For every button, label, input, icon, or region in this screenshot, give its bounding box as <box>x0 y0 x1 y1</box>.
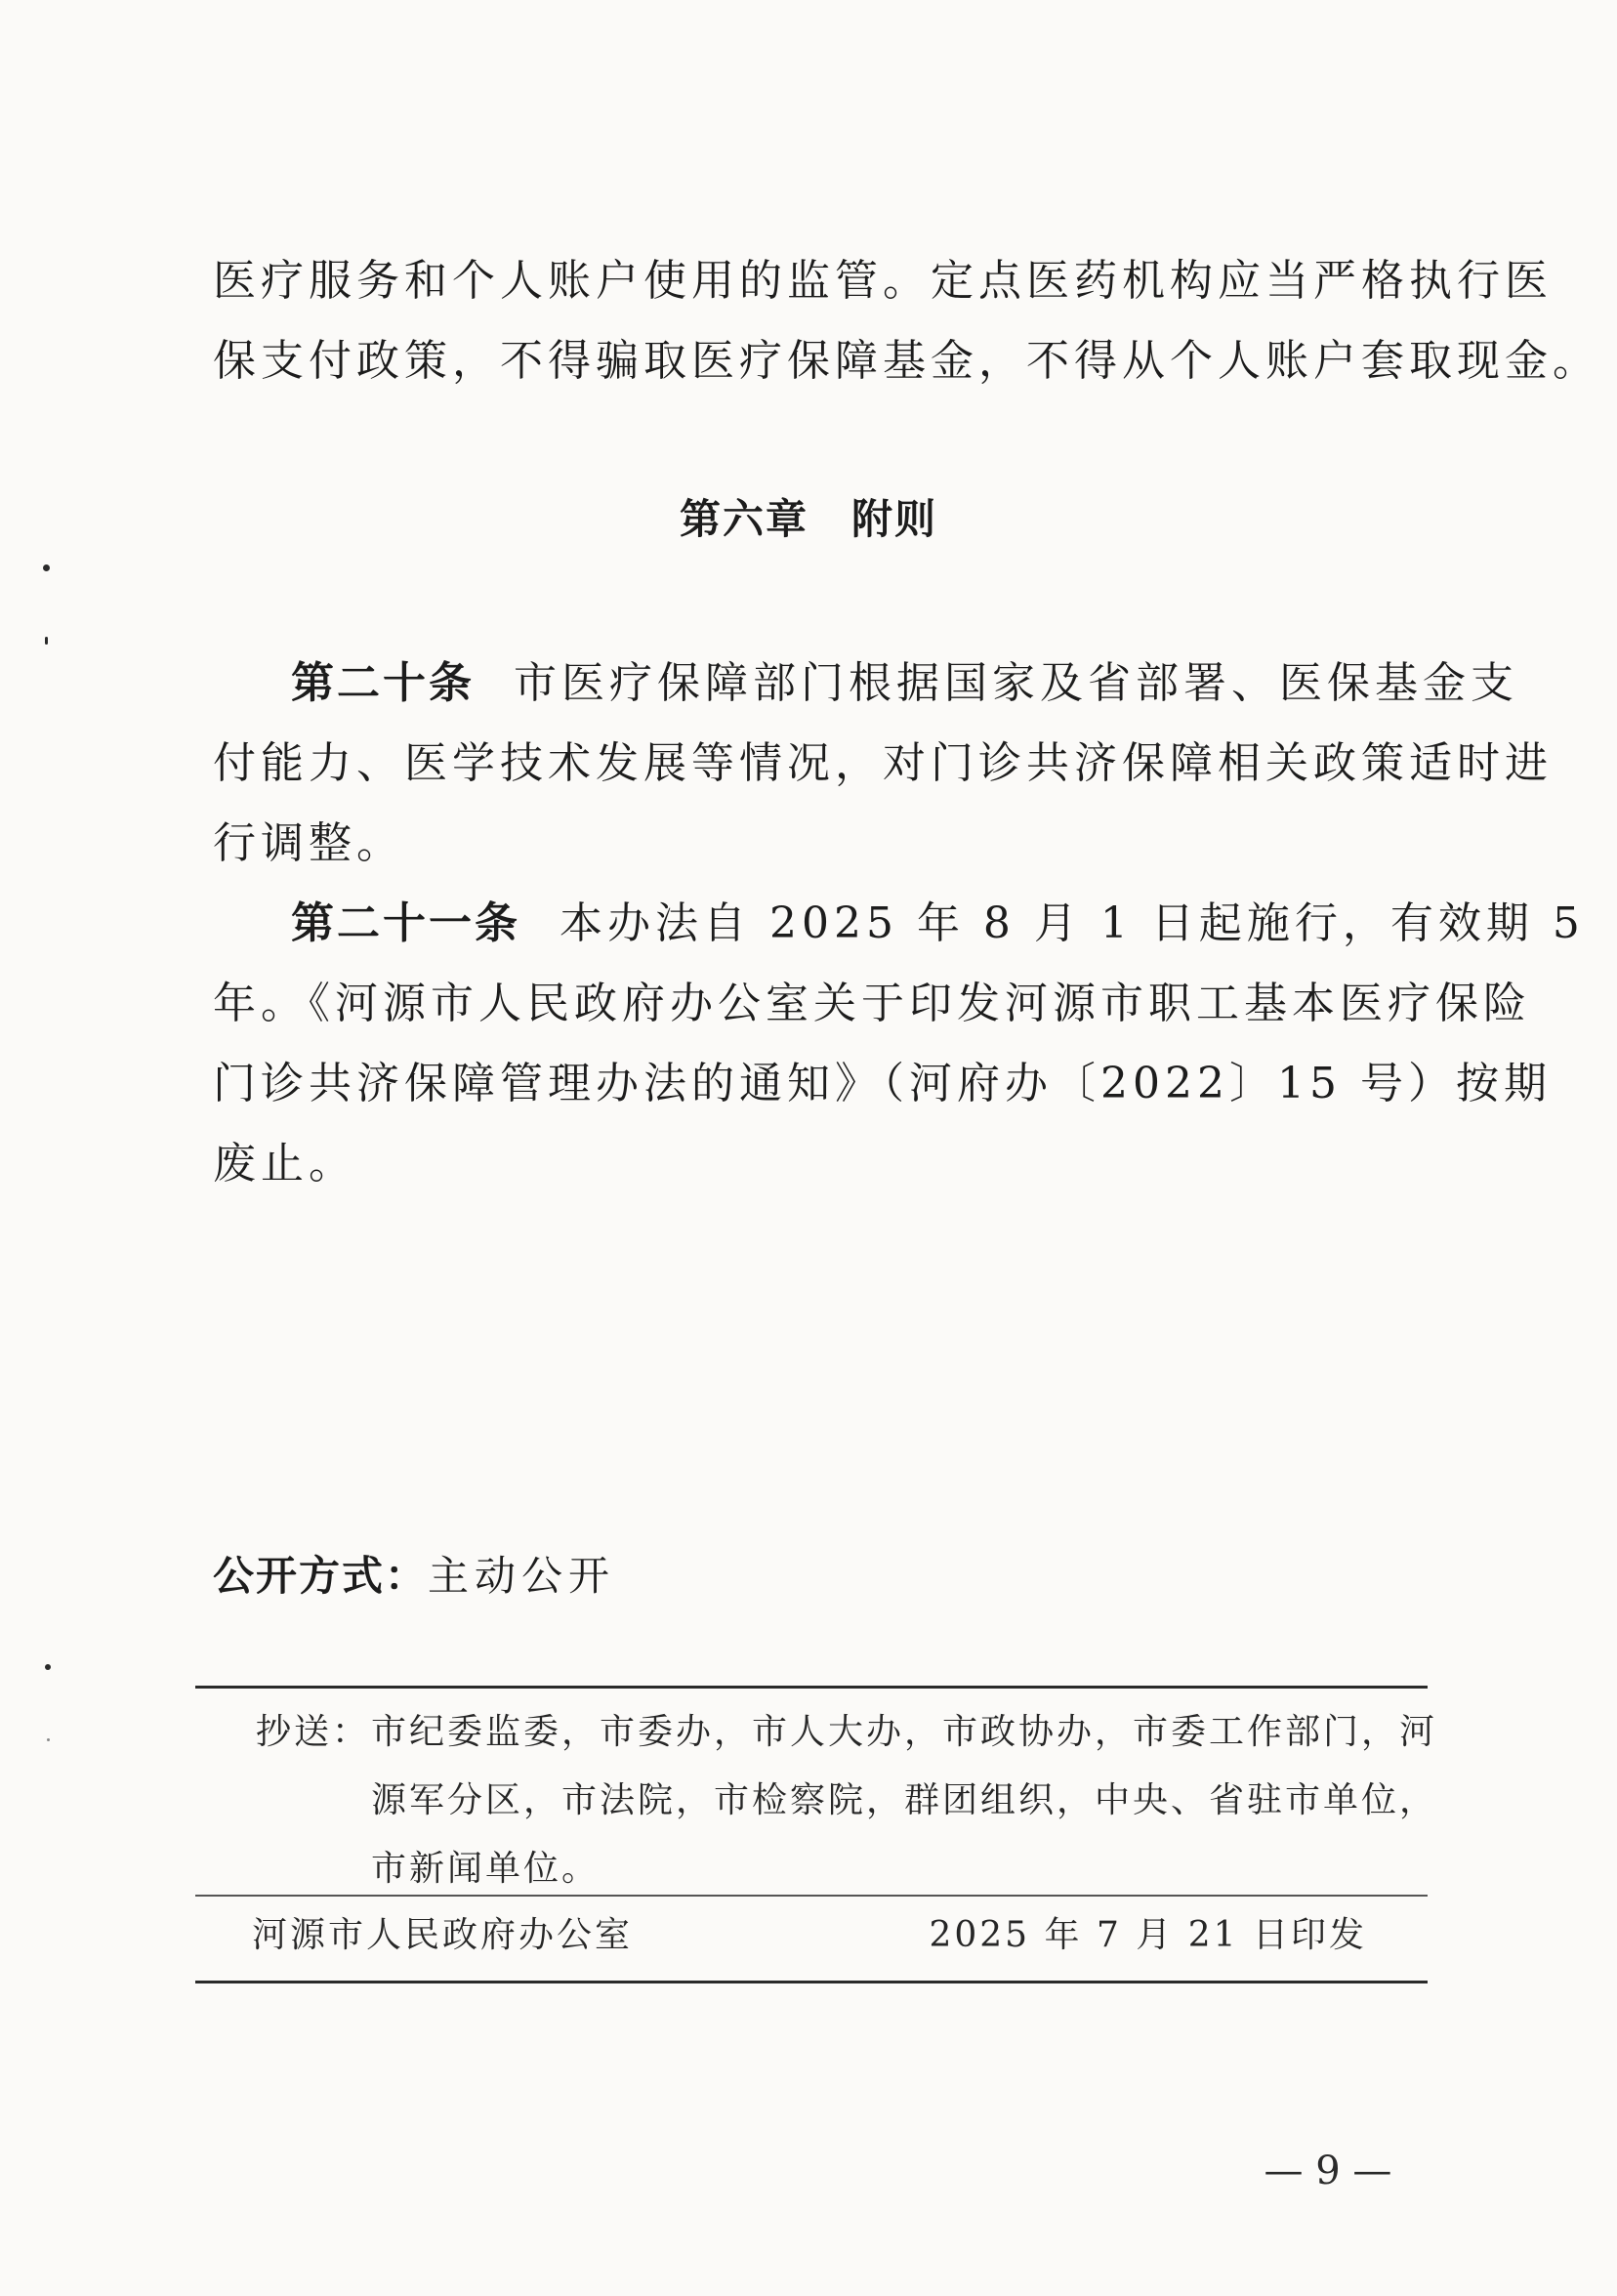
cc-line: 源军分区，市法院，市检察院，群团组织，中央、省驻市单位， <box>371 1780 1438 1820</box>
article-20-first-line <box>213 654 1518 713</box>
article-21-title: 第二十一条 <box>291 898 520 948</box>
middle-rule <box>195 1895 1428 1897</box>
binding-mark <box>43 564 50 571</box>
article-20-text: 市医疗保障部门根据国家及省部署、医保基金支 <box>514 658 1518 708</box>
body-text-line: 年。《河源市人民政府办公室关于印发河源市职工基本医疗保险 <box>213 979 1531 1028</box>
body-text-line: 废止。 <box>213 1139 356 1189</box>
body-text-line: 行调整。 <box>213 818 404 868</box>
body-text-line: 医疗服务和个人账户使用的监管。定点医药机构应当严格执行医 <box>213 256 1553 306</box>
binding-mark <box>47 1738 50 1741</box>
bottom-rule <box>195 1981 1428 1983</box>
article-21-text: 本办法自 2025 年 8 月 1 日起施行，有效期 5 <box>560 898 1585 948</box>
cc-label: 抄送： <box>256 1712 371 1752</box>
binding-mark <box>45 1664 51 1670</box>
disclosure-value: 主动公开 <box>428 1552 616 1600</box>
chapter-title: 附则 <box>851 495 938 543</box>
body-text-line: 门诊共济保障管理办法的通知》（河府办〔2022〕15 号）按期 <box>213 1059 1552 1108</box>
disclosure-label: 公开方式： <box>213 1552 429 1600</box>
top-rule <box>195 1686 1428 1689</box>
article-20-title: 第二十条 <box>291 658 475 708</box>
issuer: 河源市人民政府办公室 <box>252 1915 634 1955</box>
chapter-number: 第六章 <box>679 495 808 543</box>
disclosure-method <box>213 1547 615 1606</box>
cc-line: 市新闻单位。 <box>371 1849 601 1889</box>
body-text-line: 付能力、医学技术发展等情况，对门诊共济保障相关政策适时进 <box>213 738 1553 788</box>
cc-line: 市纪委监委，市委办，市人大办，市政协办，市委工作部门，河 <box>371 1712 1438 1752</box>
issue-date: 2025 年 7 月 21 日印发 <box>929 1915 1367 1955</box>
page-number: — 9 — <box>1264 2149 1392 2193</box>
article-21-first-line <box>213 895 1585 953</box>
binding-mark <box>45 637 48 645</box>
body-text-line: 保支付政策，不得骗取医疗保障基金，不得从个人账户套取现金。 <box>213 336 1600 386</box>
chapter-heading <box>0 490 1617 549</box>
